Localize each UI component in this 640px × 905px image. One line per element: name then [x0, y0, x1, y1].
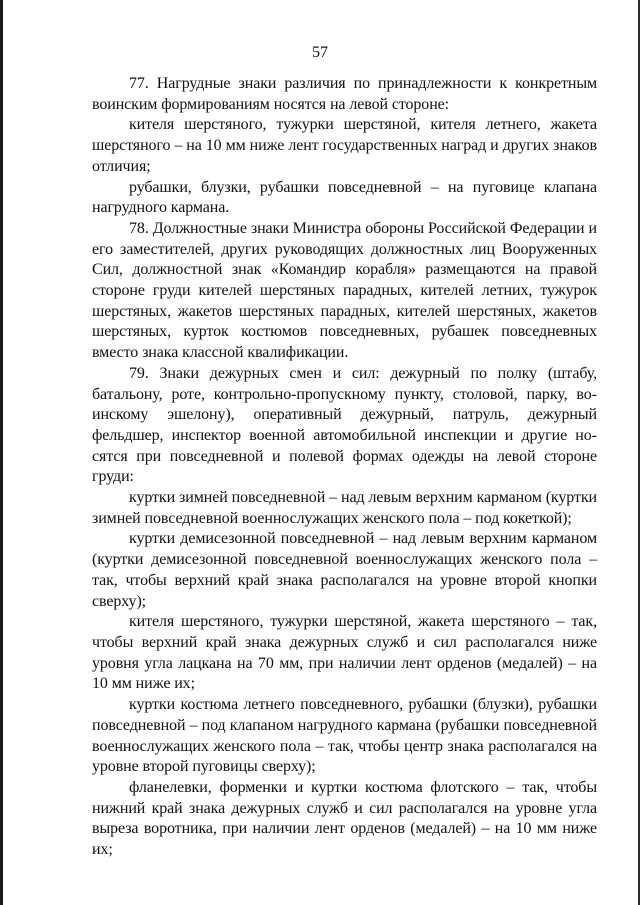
- paragraph-79-item-flannel: фланелевки, форменки и куртки костюма флотского – так, чтобы нижний край знака дежурных служб и сил располагался на уровне угла выреза воротника, при наличии лент орденов (медалей) – на 10 мм ниже их;: [92, 778, 597, 859]
- paragraph-78: 78. Должностные знаки Министра обороны Российской Федерации и его заместителей, других руководящих должностных лиц Вооруженных Сил, должностной знак «Командир корабля» размещаются на правой стороне груди кителей шерстяных парадных, кителей летних, тужурок шерстяных, жакетов шерстяных парадных, кителей шерстяных, жакетов шерстяных, курток костюмов повседневных, рубашек повседневных вместо знака классной квалификации.: [92, 219, 597, 362]
- document-body: [92, 74, 597, 861]
- paragraph-77: 77. Нагрудные знаки различия по принадлежности к конкретным воинским формированиям носятся на левой стороне:: [92, 75, 597, 113]
- paragraph-79-item-winter-jacket: куртки зимней повседневной – над левым верхним карманом (куртки зимней повседневной военнослужащих женского пола – под кокеткой);: [92, 489, 597, 527]
- scan-edge-left: [0, 0, 3, 905]
- paragraph-79: 79. Знаки дежурных смен и сил: дежурный по полку (штабу, батальону, роте, контрольно-пропускному пункту, столовой, парку, воинскому эшелону), оперативный дежурный, патруль, дежурный фельдшер, инспектор военной автомобильной инспекции и другие носятся при повседневной и полевой формах одежды на левой стороне груди:: [92, 364, 597, 486]
- paragraph-77-item-shirt: рубашки, блузки, рубашки повседневной – на пуговице клапана нагрудного кармана.: [92, 178, 597, 217]
- page-number: 57: [312, 44, 328, 61]
- paragraph-77-item-jacket: кителя шерстяного, тужурки шерстяной, кителя летнего, жакета шерстяного – на 10 мм ниже лент государственных наград и других знаков отличия;: [92, 116, 597, 175]
- paragraph-79-item-demiseason-jacket: куртки демисезонной повседневной – над левым верхним карманом (куртки демисезонной повседневной военнослужащих женского пола – так, чтобы верхний край знака располагался на уровне второй кнопки сверху);: [92, 530, 597, 610]
- paragraph-79-item-summer-suit: куртки костюма летнего повседневного, рубашки (блузки), рубашки повседневной – под клапаном нагрудного кармана (рубашки повседневной военнослужащих женского пола – так, чтобы центр знака располагался на уровне второй пуговицы сверху);: [92, 696, 597, 776]
- paragraph-79-item-wool-jacket: кителя шерстяного, тужурки шерстяной, жакета шерстяного – так, чтобы верхний край знака дежурных служб и сил располагался ниже уровня угла лацкана на 70 мм, при наличии лент орденов (медалей) – на 10 мм ниже их;: [92, 613, 597, 693]
